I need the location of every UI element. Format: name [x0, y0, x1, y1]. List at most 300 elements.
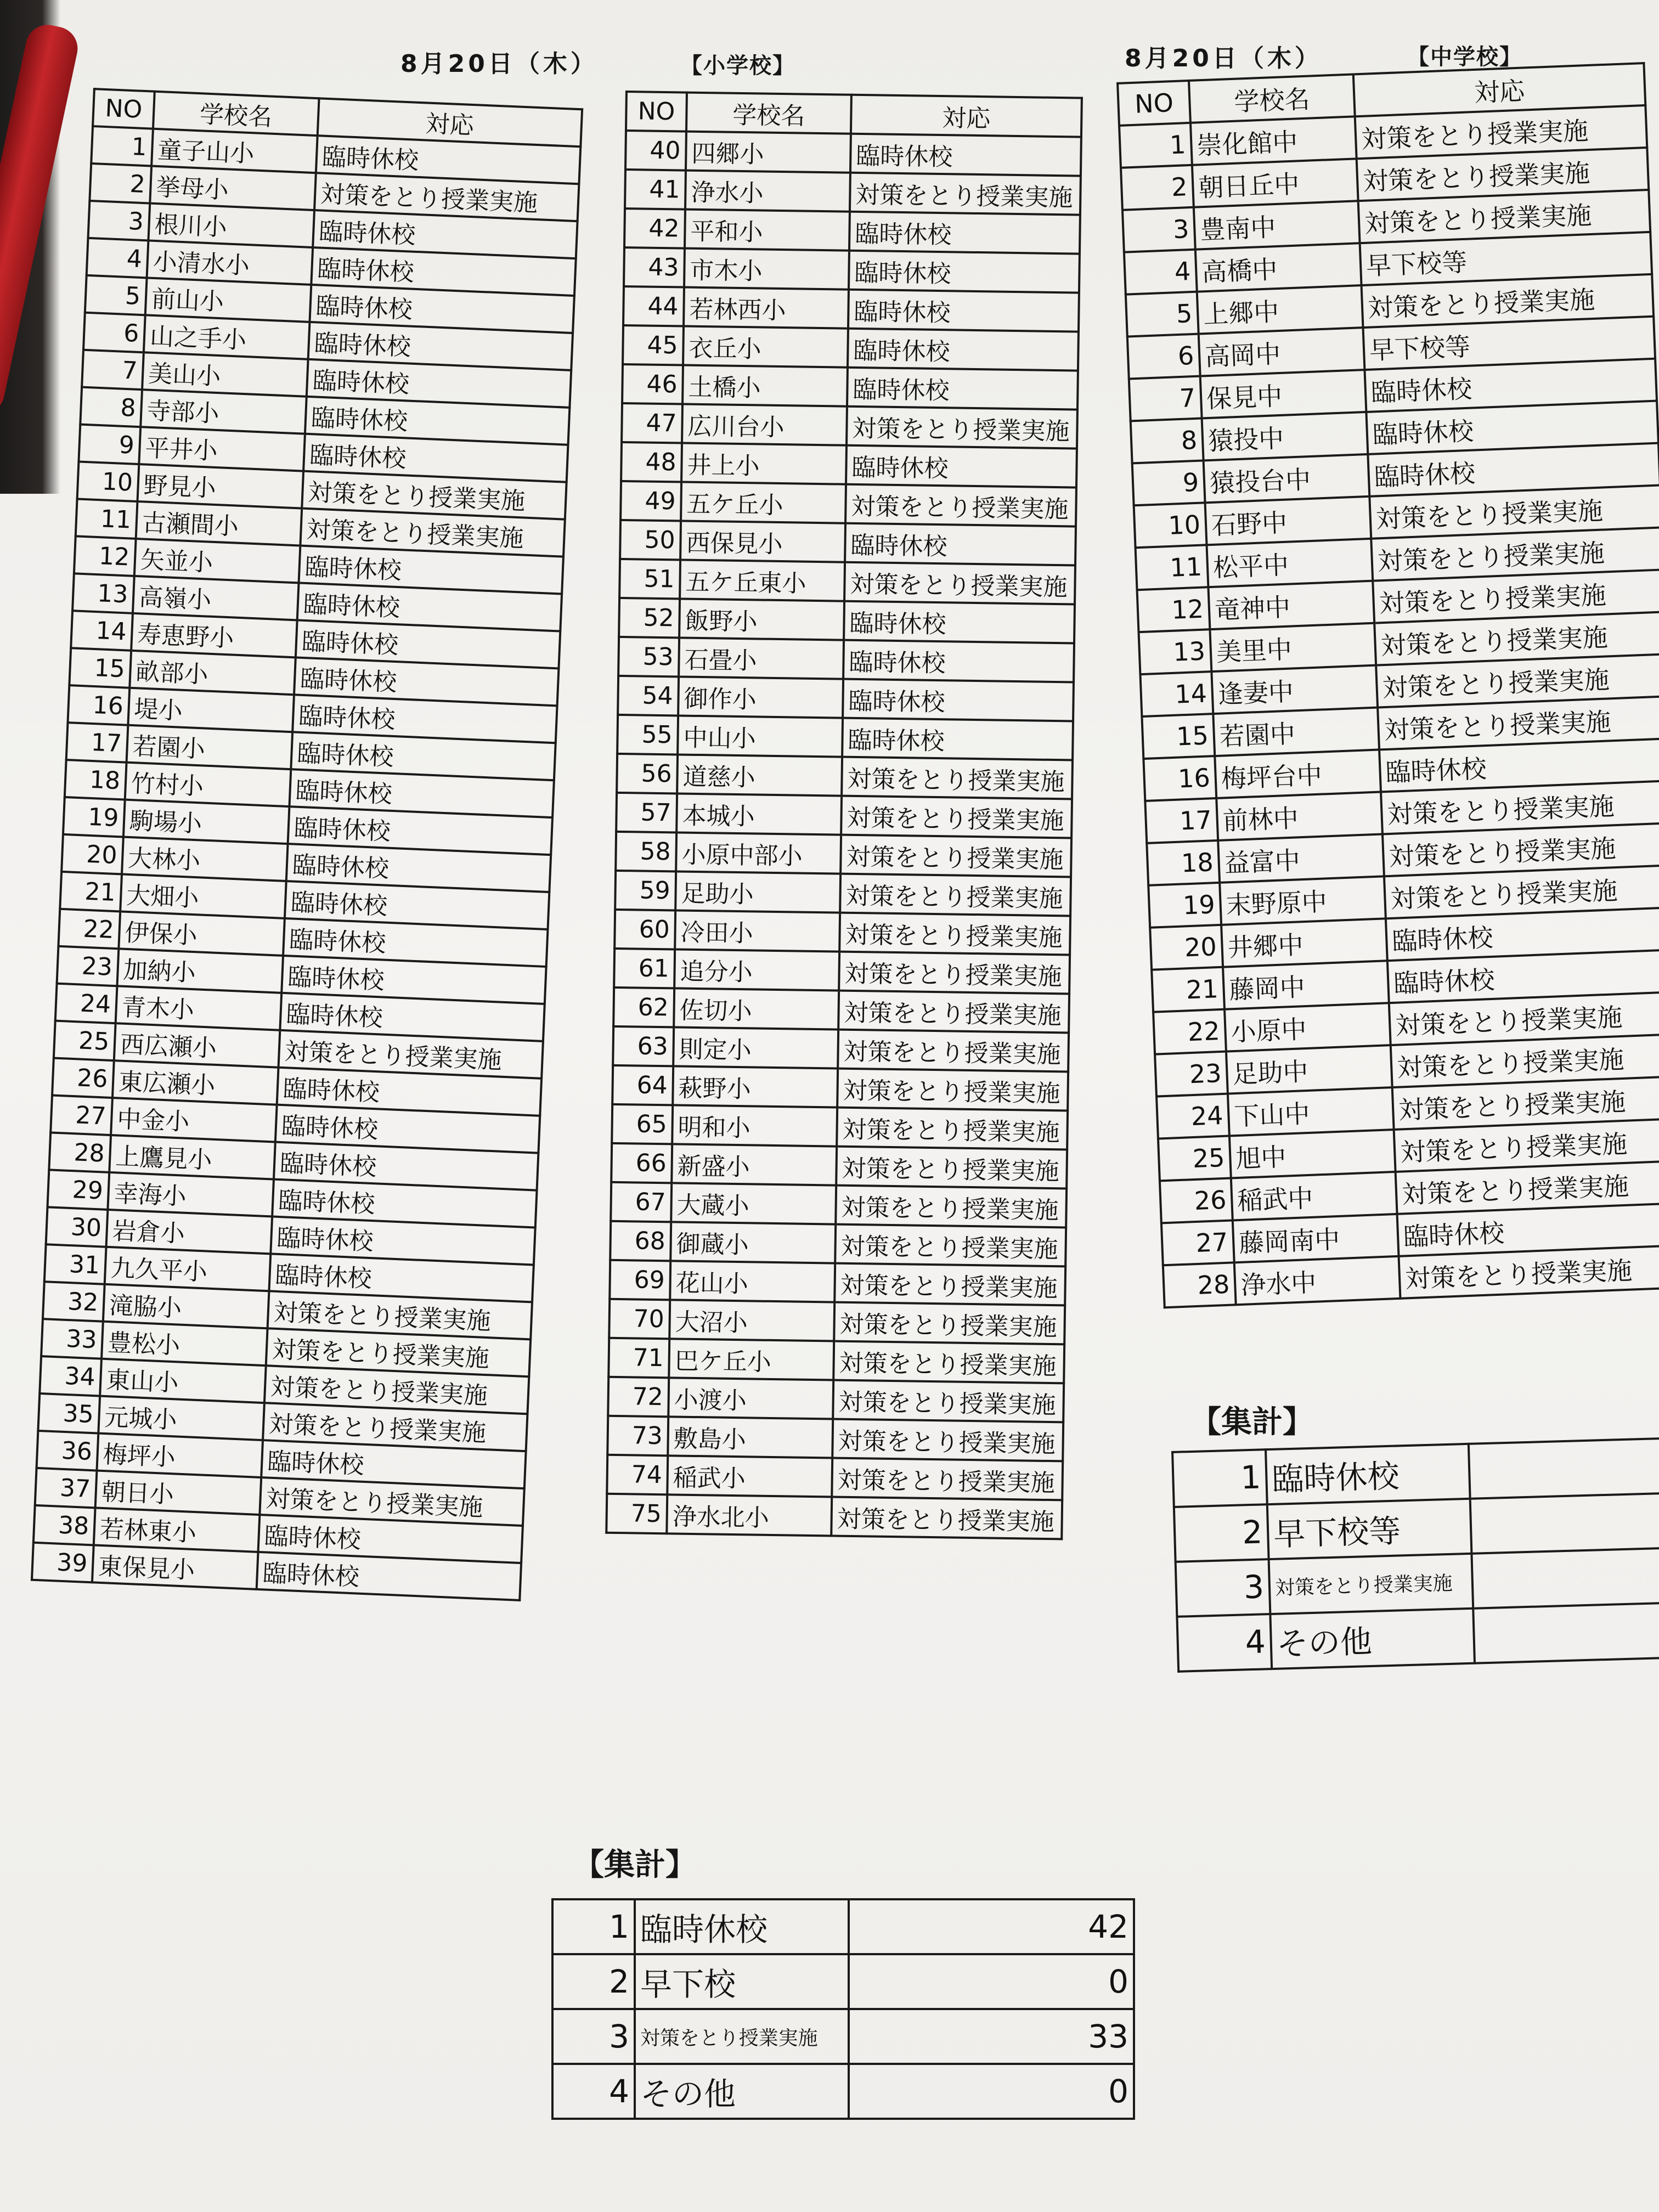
table-row — [621, 442, 1077, 488]
summary-row — [552, 1899, 1134, 1954]
school-name: 前林中 — [1216, 792, 1383, 840]
school-name: 東山小 — [100, 1359, 266, 1403]
school-no: 24 — [55, 984, 117, 1024]
school-name: 明和小 — [672, 1105, 837, 1146]
school-name: 御作小 — [678, 676, 843, 718]
summary-count: 0 — [849, 2064, 1134, 2119]
table-row — [622, 364, 1078, 410]
school-name: 旭中 — [1229, 1130, 1396, 1178]
school-status: 臨時休校 — [294, 657, 558, 706]
table-row — [618, 676, 1074, 721]
school-status: 対策をとり授業実施 — [1394, 1119, 1659, 1172]
school-status: 対策をとり授業実施 — [1396, 1161, 1659, 1214]
school-no: 51 — [619, 559, 680, 599]
school-name: 飯野小 — [679, 599, 844, 640]
school-name: 稲武中 — [1231, 1172, 1397, 1220]
school-status: 臨時休校 — [285, 881, 549, 929]
table-row — [624, 247, 1080, 293]
table-row — [617, 754, 1073, 799]
school-status: 臨時休校 — [307, 359, 571, 408]
school-no: 56 — [617, 754, 678, 794]
school-no: 23 — [57, 946, 119, 986]
school-status: 対策をとり授業実施 — [268, 1291, 532, 1339]
school-no: 8 — [1131, 418, 1204, 463]
school-no: 9 — [78, 425, 140, 465]
school-status: 対策をとり授業実施 — [1355, 105, 1647, 159]
school-name: 岩倉小 — [106, 1210, 273, 1254]
school-status: 臨時休校 — [848, 290, 1079, 332]
school-no: 60 — [614, 910, 675, 950]
summary-no: 2 — [552, 1954, 635, 2009]
school-no: 45 — [623, 325, 684, 365]
middle-school-table — [1116, 62, 1659, 1308]
school-status: 対策をとり授業実施 — [836, 1186, 1066, 1228]
school-no: 11 — [1136, 545, 1209, 590]
school-name: 根川小 — [148, 204, 314, 248]
school-no: 44 — [623, 286, 684, 326]
school-status: 対策をとり授業実施 — [835, 1224, 1066, 1267]
school-no: 69 — [610, 1260, 670, 1300]
school-name: 藤岡中 — [1223, 961, 1389, 1009]
school-status: 対策をとり授業実施 — [1373, 569, 1659, 623]
summary-label: 早下校 — [635, 1954, 849, 2009]
school-name: 豊南中 — [1194, 201, 1360, 249]
school-name: 本城小 — [676, 793, 842, 834]
school-name: 藤岡南中 — [1233, 1214, 1399, 1262]
school-status: 対策をとり授業実施 — [1369, 486, 1659, 539]
school-no: 7 — [1129, 376, 1202, 421]
school-status: 臨時休校 — [280, 993, 544, 1041]
school-status: 対策をとり授業実施 — [850, 173, 1081, 215]
school-name: 巴ケ丘小 — [669, 1339, 834, 1380]
school-no: 66 — [611, 1143, 672, 1183]
school-name: 浄水北小 — [667, 1494, 832, 1536]
school-name: 豊松小 — [101, 1322, 268, 1366]
school-no: 64 — [612, 1065, 673, 1105]
school-name: 古瀬間小 — [136, 501, 302, 546]
table-row — [614, 910, 1070, 955]
school-name: 土橋小 — [682, 365, 848, 407]
school-status: 臨時休校 — [1386, 907, 1659, 961]
school-no: 40 — [625, 131, 686, 171]
school-status: 臨時休校 — [311, 247, 575, 296]
school-no: 68 — [610, 1221, 671, 1261]
school-status: 対策をとり授業実施 — [841, 796, 1072, 838]
summary-count — [1470, 1493, 1659, 1554]
school-no: 14 — [71, 611, 133, 651]
school-name: 松平中 — [1206, 539, 1373, 587]
table-row — [612, 1104, 1068, 1150]
header-name: 学校名 — [153, 92, 319, 136]
school-status: 対策をとり授業実施 — [1381, 781, 1659, 834]
school-status: 臨時休校 — [1368, 443, 1659, 496]
summary-label: その他 — [1270, 1609, 1475, 1669]
school-name: 青木小 — [116, 986, 282, 1030]
table-row — [610, 1260, 1065, 1306]
school-name: 梅坪小 — [97, 1434, 263, 1478]
school-status: 対策をとり授業実施 — [836, 1147, 1067, 1189]
school-no: 22 — [58, 909, 120, 949]
school-no: 17 — [1145, 798, 1218, 843]
school-no: 38 — [33, 1505, 95, 1545]
table-row — [620, 481, 1076, 527]
school-status: 対策をとり授業実施 — [314, 173, 579, 221]
table-row — [618, 637, 1074, 682]
school-name: 駒場小 — [123, 800, 290, 844]
school-name: 五ケ丘小 — [681, 482, 846, 523]
school-status: 臨時休校 — [1364, 359, 1657, 412]
school-status: 対策をとり授業実施 — [1399, 1245, 1659, 1298]
school-status: 対策をとり授業実施 — [300, 509, 565, 557]
school-no: 72 — [608, 1377, 669, 1417]
school-status: 対策をとり授業実施 — [264, 1365, 529, 1414]
school-no: 28 — [49, 1132, 111, 1172]
school-no: 31 — [44, 1244, 106, 1284]
school-status: 対策をとり授業実施 — [842, 757, 1073, 799]
table-row — [616, 793, 1072, 838]
school-status: 対策をとり授業実施 — [1362, 274, 1654, 328]
school-name: 朝日丘中 — [1192, 159, 1358, 207]
school-no: 24 — [1156, 1094, 1229, 1139]
school-status: 臨時休校 — [272, 1180, 537, 1228]
school-status: 対策をとり授業実施 — [1376, 654, 1659, 707]
school-status: 臨時休校 — [257, 1552, 521, 1600]
school-status: 対策をとり授業実施 — [837, 1108, 1068, 1150]
school-name: 童子山小 — [151, 129, 318, 173]
school-name: 小原中部小 — [676, 832, 841, 873]
school-no: 11 — [76, 499, 138, 539]
school-name: 平井小 — [139, 427, 305, 471]
school-no: 16 — [1143, 756, 1216, 801]
elementary-date: 8月20日（木） — [400, 50, 598, 78]
school-name: 滝脇小 — [103, 1284, 269, 1329]
elementary-summary-table — [551, 1898, 1135, 2120]
school-status: 臨時休校 — [274, 1142, 538, 1190]
school-no: 20 — [1150, 925, 1223, 970]
school-status: 臨時休校 — [269, 1254, 533, 1302]
school-name: 則定小 — [673, 1027, 838, 1068]
school-name: 挙母小 — [150, 166, 316, 211]
school-no: 36 — [37, 1431, 99, 1471]
school-name: 東保見小 — [92, 1545, 258, 1589]
school-name: 中山小 — [678, 715, 843, 757]
summary-no: 3 — [1176, 1559, 1271, 1617]
school-name: 堤小 — [128, 688, 294, 732]
middle-summary-label: 【集計】 — [1190, 1404, 1313, 1440]
school-status: 対策をとり授業実施 — [1384, 865, 1659, 918]
school-name: 小渡小 — [668, 1378, 833, 1419]
school-no: 47 — [622, 403, 682, 443]
summary-row — [552, 2009, 1134, 2064]
school-status: 対策をとり授業実施 — [1371, 527, 1659, 580]
school-status: 臨時休校 — [308, 322, 573, 370]
school-status: 対策をとり授業実施 — [1374, 612, 1659, 665]
table-row — [617, 715, 1073, 760]
school-no: 42 — [624, 208, 685, 249]
school-status: 対策をとり授業実施 — [834, 1263, 1065, 1306]
school-status: 対策をとり授業実施 — [1378, 696, 1659, 749]
school-name: 美里中 — [1210, 623, 1376, 672]
school-name: 大蔵小 — [671, 1183, 836, 1224]
school-name: 大沼小 — [669, 1300, 834, 1341]
elementary-table-part2 — [605, 91, 1083, 1540]
school-no: 12 — [74, 536, 136, 576]
school-name: 広川台小 — [682, 404, 847, 445]
school-status: 対策をとり授業実施 — [839, 952, 1070, 994]
elementary-label: 【小学校】 — [680, 53, 795, 78]
table-row — [620, 520, 1076, 566]
school-name: 野見小 — [137, 464, 303, 509]
summary-count — [1471, 1548, 1659, 1609]
school-name: 西保見小 — [680, 521, 845, 562]
school-no: 21 — [1152, 967, 1224, 1012]
school-name: 小原中 — [1224, 1003, 1391, 1051]
middle-label: 【中学校】 — [1407, 44, 1522, 70]
school-no: 1 — [1119, 123, 1192, 168]
summary-no: 1 — [552, 1899, 635, 1954]
school-status: 臨時休校 — [842, 718, 1073, 760]
school-name: 足助小 — [675, 871, 840, 912]
school-status: 対策をとり授業実施 — [831, 1497, 1062, 1539]
school-no: 9 — [1132, 460, 1205, 505]
school-name: 猿投台中 — [1204, 454, 1370, 503]
school-no: 53 — [618, 637, 679, 677]
school-status: 対策をとり授業実施 — [1358, 190, 1651, 243]
school-status: 対策をとり授業実施 — [1383, 823, 1659, 876]
table-row — [625, 170, 1081, 215]
school-name: 東広瀬小 — [112, 1060, 279, 1105]
school-no: 43 — [624, 247, 685, 287]
school-status: 対策をとり授業実施 — [844, 562, 1075, 605]
elementary-table-part1 — [31, 88, 583, 1601]
school-no: 73 — [607, 1416, 668, 1456]
school-no: 16 — [68, 685, 130, 725]
school-name: 寿恵野小 — [131, 613, 297, 658]
school-no: 1 — [91, 126, 153, 166]
school-name: 五ケ丘東小 — [680, 560, 845, 601]
school-name: 猿投中 — [1202, 412, 1368, 460]
school-name: 若園中 — [1213, 708, 1379, 756]
school-name: 追分小 — [674, 949, 839, 990]
header-status: 対応 — [851, 95, 1082, 137]
table-row — [623, 325, 1079, 371]
school-no: 15 — [69, 648, 131, 688]
summary-no: 2 — [1174, 1504, 1269, 1562]
school-status: 臨時休校 — [847, 368, 1078, 410]
school-status: 対策をとり授業実施 — [279, 1030, 543, 1079]
school-no: 28 — [1163, 1262, 1236, 1307]
school-status: 臨時休校 — [845, 523, 1076, 566]
school-no: 57 — [616, 793, 677, 833]
school-name: 上鷹見小 — [109, 1135, 275, 1180]
school-name: 御蔵小 — [670, 1222, 836, 1263]
school-status: 対策をとり授業実施 — [847, 407, 1077, 449]
school-no: 6 — [1127, 334, 1200, 379]
school-name: 若林西小 — [684, 287, 849, 329]
school-name: 佐切小 — [674, 988, 839, 1029]
school-status: 対策をとり授業実施 — [838, 991, 1069, 1033]
school-name: 足助中 — [1226, 1045, 1392, 1093]
table-row — [613, 1026, 1069, 1072]
header-no: NO — [1118, 81, 1190, 126]
school-status: 臨時休校 — [299, 546, 563, 594]
school-name: 中金小 — [111, 1098, 277, 1142]
school-name: 伊保小 — [119, 911, 285, 956]
elementary-summary-label: 【集計】 — [573, 1847, 696, 1883]
summary-label: 対策をとり授業実施 — [635, 2009, 849, 2064]
school-no: 2 — [1121, 165, 1194, 210]
school-name: 朝日小 — [95, 1470, 262, 1515]
table-row — [607, 1455, 1063, 1500]
school-name: 益富中 — [1218, 834, 1384, 882]
school-name: 保見中 — [1200, 370, 1367, 418]
school-name: 若園小 — [127, 725, 293, 770]
school-status: 臨時休校 — [275, 1105, 540, 1153]
school-no: 41 — [625, 170, 686, 210]
school-no: 22 — [1153, 1009, 1226, 1054]
school-no: 25 — [54, 1021, 116, 1061]
school-name: 加納小 — [117, 949, 283, 993]
school-no: 59 — [615, 871, 676, 911]
table-row — [608, 1338, 1064, 1384]
table-row — [619, 598, 1075, 644]
school-no: 37 — [35, 1468, 97, 1508]
school-no: 10 — [1134, 503, 1207, 548]
school-no: 21 — [60, 872, 122, 912]
school-no: 10 — [77, 461, 139, 501]
school-status: 臨時休校 — [846, 445, 1077, 488]
school-name: 萩野小 — [673, 1066, 838, 1107]
school-name: 小清水小 — [147, 240, 313, 285]
school-status: 対策をとり授業実施 — [840, 835, 1071, 877]
middle-summary-table — [1171, 1437, 1659, 1673]
school-status: 臨時休校 — [303, 434, 568, 482]
school-status: 臨時休校 — [1397, 1203, 1659, 1256]
header-no: NO — [626, 92, 687, 132]
summary-count — [1473, 1603, 1659, 1663]
school-no: 30 — [46, 1207, 108, 1247]
school-no: 58 — [616, 832, 676, 872]
school-name: 若林東小 — [94, 1508, 260, 1552]
school-name: 井上小 — [681, 443, 847, 484]
school-name: 寺部小 — [140, 390, 307, 434]
school-status: 臨時休校 — [258, 1515, 523, 1563]
school-no: 7 — [82, 350, 144, 390]
table-row — [610, 1221, 1066, 1267]
school-no: 52 — [619, 598, 680, 638]
school-name: 浄水小 — [685, 171, 850, 212]
school-status: 臨時休校 — [296, 620, 560, 668]
school-no: 23 — [1155, 1052, 1228, 1097]
school-status: 対策をとり授業実施 — [845, 484, 1076, 527]
school-name: 矢並小 — [134, 539, 301, 583]
school-status: 臨時休校 — [309, 285, 574, 333]
school-no: 12 — [1137, 587, 1210, 632]
school-name: 浄水中 — [1234, 1256, 1401, 1305]
school-status: 早下校等 — [1363, 317, 1655, 370]
school-no: 17 — [66, 723, 128, 763]
school-status: 臨時休校 — [291, 732, 555, 780]
school-status: 対策をとり授業実施 — [259, 1477, 524, 1526]
school-name: 崇化館中 — [1190, 116, 1357, 165]
school-name: 西広瀬小 — [114, 1023, 280, 1068]
school-no: 3 — [88, 201, 150, 241]
school-name: 大林小 — [122, 837, 288, 881]
school-name: 梅坪台中 — [1215, 750, 1381, 798]
school-status: 臨時休校 — [849, 251, 1080, 293]
school-name: 高岡中 — [1199, 328, 1365, 376]
summary-label: 対策をとり授業実施 — [1269, 1554, 1474, 1614]
school-no: 55 — [617, 715, 678, 755]
summary-count: 0 — [849, 1954, 1134, 2009]
school-status: 対策をとり授業実施 — [1392, 1076, 1659, 1130]
school-name: 前山小 — [145, 278, 312, 322]
table-row — [612, 1065, 1068, 1111]
summary-row — [552, 1954, 1134, 2009]
school-status: 臨時休校 — [1387, 950, 1659, 1003]
table-row — [609, 1299, 1065, 1345]
summary-row — [552, 2064, 1134, 2119]
school-status: 臨時休校 — [286, 844, 551, 892]
school-no: 13 — [1139, 629, 1212, 674]
school-name: 九久平小 — [105, 1247, 271, 1291]
school-name: 美山小 — [142, 352, 308, 397]
school-name: 末野原中 — [1220, 876, 1386, 924]
school-name: 四郷小 — [686, 132, 851, 173]
table-row — [611, 1182, 1066, 1228]
school-no: 8 — [80, 387, 142, 427]
summary-count: 33 — [849, 2009, 1134, 2064]
table-row — [619, 559, 1075, 605]
header-name: 学校名 — [1189, 74, 1355, 122]
school-status: 対策をとり授業実施 — [837, 1069, 1068, 1111]
school-no: 3 — [1122, 207, 1195, 252]
table-row — [606, 1494, 1062, 1539]
school-no: 5 — [85, 275, 147, 315]
header-no: NO — [93, 89, 155, 129]
school-name: 逢妻中 — [1211, 665, 1378, 714]
summary-label: 臨時休校 — [635, 1899, 849, 1954]
school-no: 62 — [613, 988, 674, 1028]
school-no: 46 — [622, 364, 683, 404]
school-name: 畝部小 — [129, 651, 296, 695]
summary-no: 4 — [552, 2064, 635, 2119]
school-status: 臨時休校 — [270, 1216, 535, 1265]
school-no: 15 — [1142, 714, 1215, 759]
school-status: 臨時休校 — [297, 583, 562, 631]
school-status: 臨時休校 — [848, 329, 1079, 371]
school-name: 山之手小 — [144, 315, 310, 359]
school-name: 井郷中 — [1221, 918, 1387, 967]
school-status: 臨時休校 — [843, 640, 1074, 682]
school-status: 対策をとり授業実施 — [1391, 1034, 1659, 1087]
school-no: 49 — [620, 481, 681, 521]
school-no: 26 — [1160, 1178, 1233, 1223]
table-row — [622, 403, 1077, 449]
school-status: 対策をとり授業実施 — [833, 1380, 1064, 1423]
school-status: 対策をとり授業実施 — [266, 1328, 531, 1376]
school-status: 臨時休校 — [261, 1440, 526, 1488]
school-status: 対策をとり授業実施 — [838, 1030, 1069, 1072]
summary-no: 1 — [1172, 1449, 1267, 1507]
school-no: 18 — [65, 760, 127, 800]
table-row — [608, 1377, 1064, 1423]
school-no: 54 — [618, 676, 679, 716]
school-name: 冷田小 — [675, 910, 840, 951]
school-status: 対策をとり授業実施 — [832, 1458, 1063, 1500]
school-name: 大畑小 — [120, 874, 286, 918]
table-row — [611, 1143, 1067, 1189]
